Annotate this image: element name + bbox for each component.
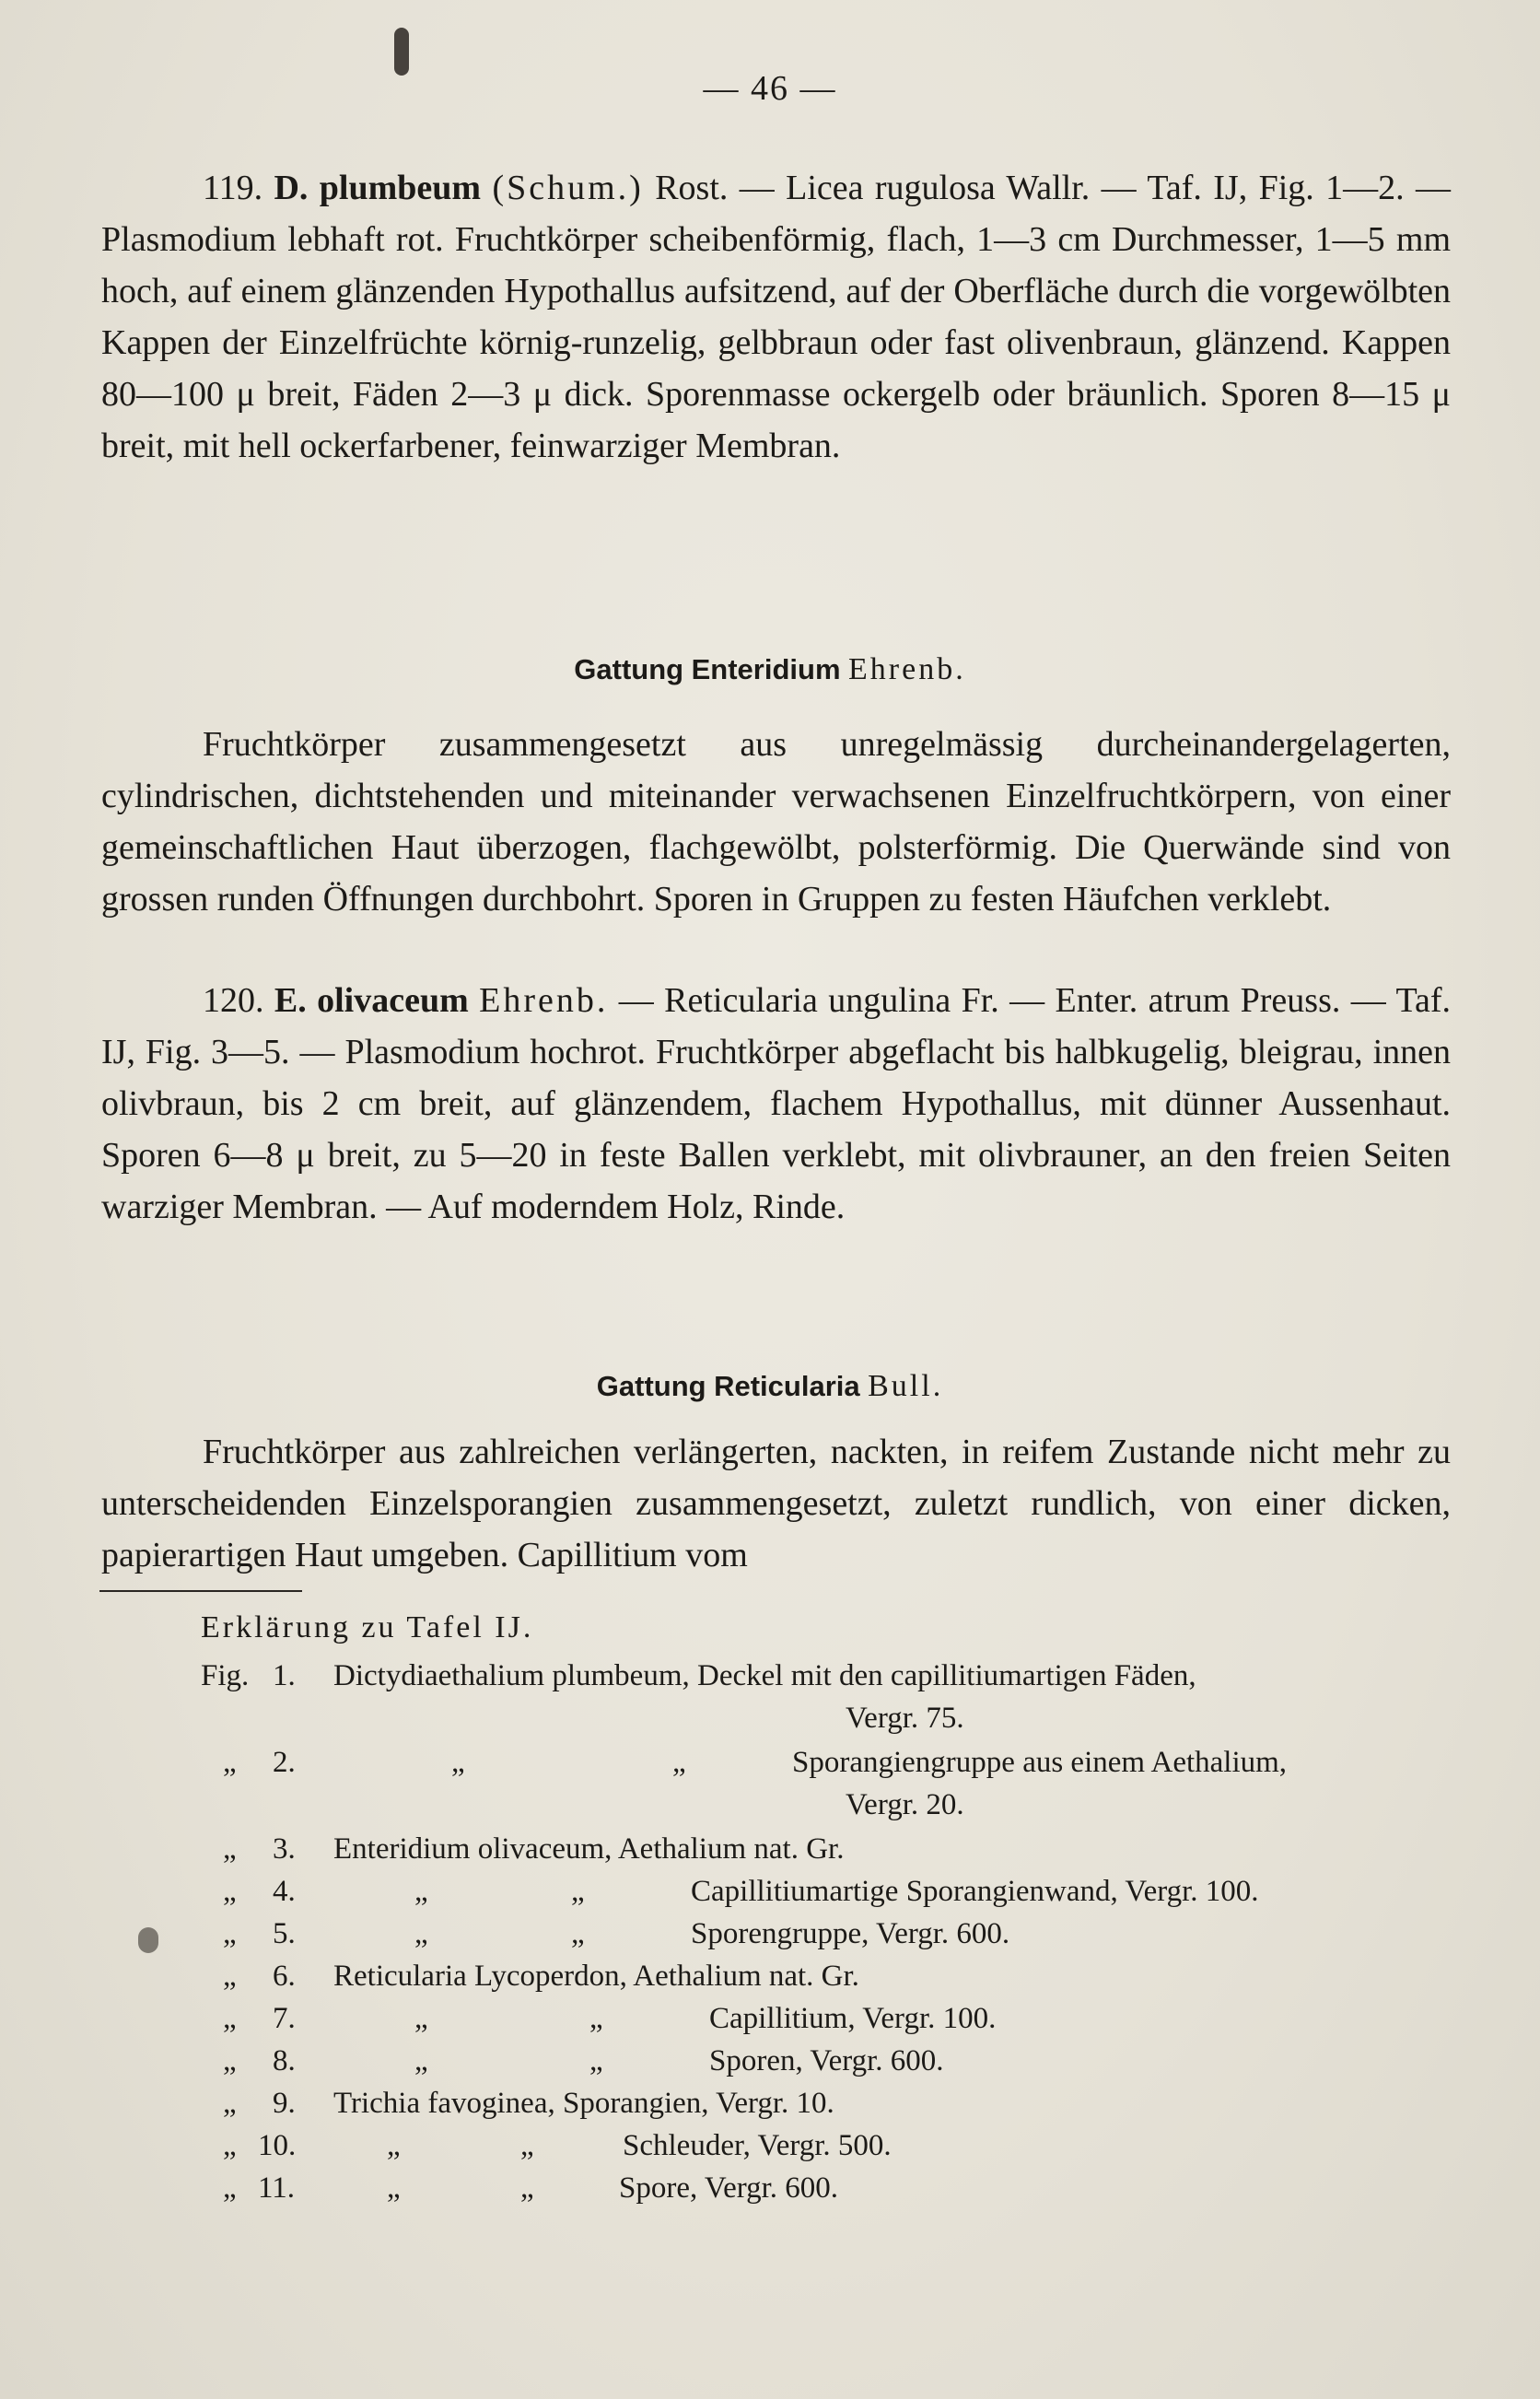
- ditto-mark: „: [414, 2044, 428, 2077]
- species-name: E. olivaceum: [274, 981, 469, 1020]
- fig-number: 5.: [273, 1917, 296, 1950]
- fig-number: 6.: [273, 1960, 296, 1993]
- ditto-mark: „: [571, 1917, 585, 1950]
- fig-magnification: Vergr. 20.: [846, 1788, 964, 1821]
- footnote-row: [0, 2167, 1540, 2209]
- description-text: Fruchtkörper aus zahlreichen verlängerten, nackten, in reifem Zustande nicht mehr zu unterscheidenden Einzelsporangien zusammengesetzt, zuletzt rundlich, von einer dicken, papierartigen Haut umgeben. Capillitium vom: [101, 1433, 1451, 1574]
- fig-description: Sporen, Vergr. 600.: [709, 2044, 944, 2077]
- genus-heading-enteridium: [0, 652, 1540, 687]
- fig-magnification: Vergr. 75.: [846, 1702, 964, 1735]
- fig-description: Schleuder, Vergr. 500.: [623, 2129, 892, 2162]
- genus-author: Ehrenb.: [848, 652, 966, 686]
- species-author: (Schum.): [492, 169, 644, 207]
- footnote-row: [0, 1955, 1540, 1997]
- ditto-mark: „: [672, 1746, 686, 1779]
- ditto-mark: „: [223, 2171, 237, 2205]
- genus-description-reticularia: [101, 1426, 1451, 1581]
- ditto-mark: „: [223, 2129, 237, 2162]
- ditto-mark: „: [387, 2129, 401, 2162]
- entry-number: 120.: [203, 981, 264, 1020]
- ditto-mark: „: [589, 2002, 603, 2035]
- entry-number: 119.: [203, 169, 263, 207]
- fig-description: Capillitiumartige Sporangienwand, Vergr. 100.: [691, 1875, 1259, 1908]
- fig-description: Trichia favoginea, Sporangien, Vergr. 10.: [333, 2087, 834, 2120]
- ditto-mark: „: [223, 1746, 237, 1779]
- footnote-rule: [99, 1590, 302, 1592]
- footnote-row: [0, 2082, 1540, 2124]
- fig-number: 4.: [273, 1875, 296, 1908]
- genus-name: Enteridium: [691, 653, 841, 685]
- fig-number: 9.: [273, 2087, 296, 2120]
- ditto-mark: „: [414, 2002, 428, 2035]
- fig-description: Dictydiaethalium plumbeum, Deckel mit den capillitiumartigen Fäden,: [333, 1659, 1196, 1692]
- footnote-row: [0, 2040, 1540, 2082]
- ditto-mark: „: [223, 1917, 237, 1950]
- fig-description: Capillitium, Vergr. 100.: [709, 2002, 997, 2035]
- fig-number: 11.: [258, 2171, 296, 2205]
- footnote-row: [0, 1828, 1540, 1870]
- genus-heading-reticularia: [0, 1369, 1540, 1404]
- fig-number: 1.: [273, 1659, 296, 1692]
- description-text: Fruchtkörper zusammengesetzt aus unregelmässig durcheinandergelagerten, cylindrischen, dichtstehenden und miteinander verwachsenen Einzelfruchtkörpern, von einer gemeinschaftlichen Haut überzogen, flachgewölbt, polsterförmig. Die Querwände sind von grossen runden Öffnungen durchbohrt. Sporen in Gruppen zu festen Häufchen verklebt.: [101, 725, 1451, 919]
- footnote-row-continuation: [0, 1697, 1540, 1739]
- entry-119: [101, 162, 1451, 472]
- fig-number: 2.: [273, 1746, 296, 1779]
- fig-number: 10.: [258, 2129, 297, 2162]
- ditto-mark: „: [520, 2129, 534, 2162]
- entry-text: — Reticularia ungulina Fr. — Enter. atrum Preuss. — Taf. IJ, Fig. 3—5. — Plasmodium hochrot. Fruchtkörper abgeflacht bis halbkugelig, bleigrau, innen olivbraun, bis 2 cm breit, auf glänzendem, flachem Hypothallus, mit dünner Aussenhaut. Sporen 6—8 μ breit, zu 5—20 in feste Ballen verklebt, mit olivbrauner, an den freien Seiten warziger Membran. — Auf moderndem Holz, Rinde.: [101, 981, 1452, 1226]
- ditto-mark: „: [414, 1875, 428, 1908]
- ditto-mark: „: [571, 1875, 585, 1908]
- ditto-mark: „: [387, 2171, 401, 2205]
- ditto-mark: „: [414, 1917, 428, 1950]
- entry-120: [101, 975, 1451, 1233]
- footnote-row: [0, 1997, 1540, 2040]
- fig-description: Sporengruppe, Vergr. 600.: [691, 1917, 1010, 1950]
- footnote-row: [0, 1655, 1540, 1697]
- ditto-mark: „: [589, 2044, 603, 2077]
- ditto-mark: „: [520, 2171, 534, 2205]
- footnote-row: [0, 1913, 1540, 1955]
- fig-number: 3.: [273, 1832, 296, 1866]
- species-author: Ehrenb.: [479, 981, 609, 1020]
- genus-author: Bull.: [868, 1369, 944, 1403]
- footnote-row: [0, 2124, 1540, 2167]
- ditto-mark: „: [223, 1875, 237, 1908]
- footnote-row: [0, 1870, 1540, 1913]
- fig-description: Enteridium olivaceum, Aethalium nat. Gr.: [333, 1832, 845, 1866]
- page-number: — 46 —: [703, 69, 837, 108]
- fig-description: Reticularia Lycoperdon, Aethalium nat. Gr.: [333, 1960, 859, 1993]
- ditto-mark: „: [223, 2002, 237, 2035]
- fig-number: 8.: [273, 2044, 296, 2077]
- footnote-row: [0, 1741, 1540, 1784]
- footnote-title: Erklärung zu Tafel IJ.: [201, 1610, 534, 1644]
- ditto-mark: „: [223, 1832, 237, 1866]
- ditto-mark: „: [223, 1960, 237, 1993]
- fig-description: Spore, Vergr. 600.: [619, 2171, 839, 2205]
- species-name: D. plumbeum: [274, 169, 482, 207]
- genus-description-enteridium: [101, 719, 1451, 925]
- ditto-mark: „: [451, 1746, 465, 1779]
- fig-number: 7.: [273, 2002, 296, 2035]
- genus-prefix: Gattung: [574, 653, 684, 685]
- ditto-mark: „: [223, 2087, 237, 2120]
- entry-text: Rost. — Licea rugulosa Wallr. — Taf. IJ, Fig. 1—2. — Plasmodium lebhaft rot. Fruchtkörper scheibenförmig, flach, 1—3 cm Durchmesser, 1—5 mm hoch, auf einem glänzenden Hypothallus aufsitzend, auf der Oberfläche durch die vorgewölbten Kappen der Einzelfrüchte körnig-runzelig, gelbbraun oder fast olivenbraun, glänzend. Kappen 80—100 μ breit, Fäden 2—3 μ dick. Sporenmasse ockergelb oder bräunlich. Sporen 8—15 μ breit, mit hell ockerfarbener, feinwarziger Membran.: [101, 169, 1452, 465]
- genus-name: Reticularia: [714, 1370, 860, 1402]
- fig-label: Fig.: [201, 1659, 250, 1692]
- ditto-mark: „: [223, 2044, 237, 2077]
- fig-description: Sporangiengruppe aus einem Aethalium,: [792, 1746, 1288, 1779]
- genus-prefix: Gattung: [596, 1370, 706, 1402]
- footnote-row-continuation: [0, 1784, 1540, 1826]
